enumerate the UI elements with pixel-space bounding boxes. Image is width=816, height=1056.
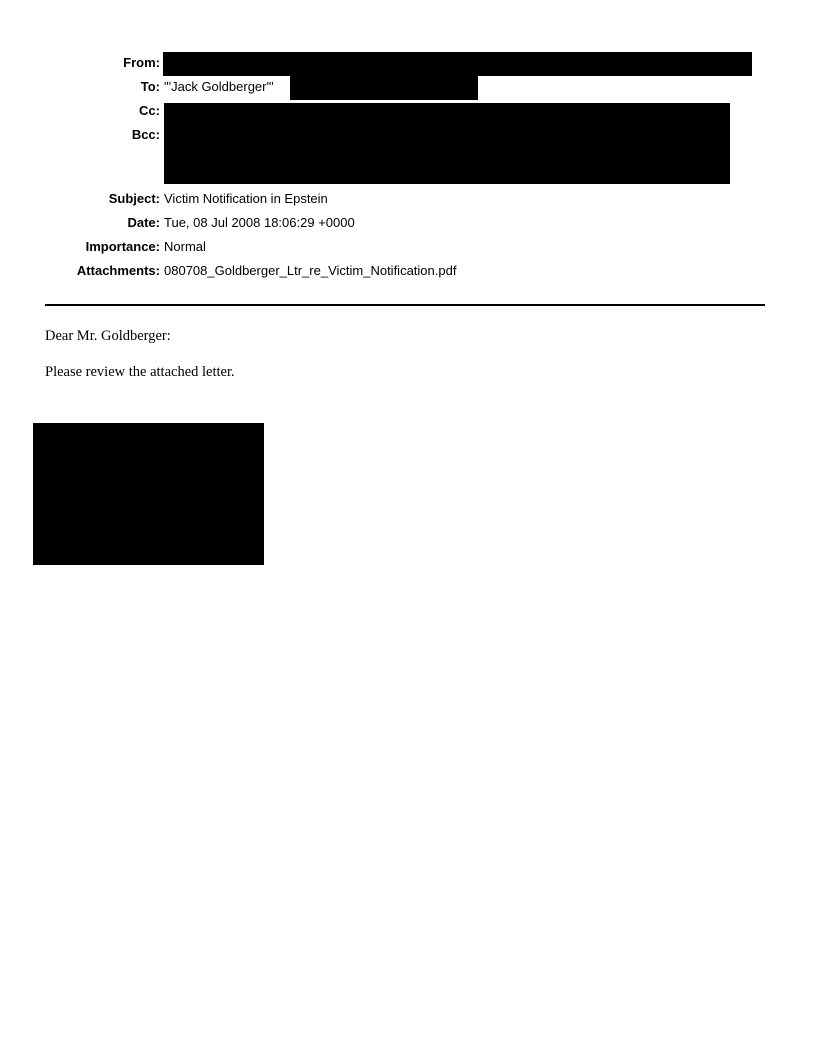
cc-label: Cc: — [139, 103, 160, 118]
header-divider — [45, 304, 765, 306]
to-address-redaction — [290, 76, 478, 100]
to-value: "'Jack Goldberger'" — [164, 79, 274, 94]
to-label: To: — [140, 79, 160, 94]
signature-redaction — [33, 423, 264, 565]
message-text: Please review the attached letter. — [45, 364, 235, 380]
bcc-label: Bcc: — [131, 127, 160, 142]
attachment-link[interactable]: 080708_Goldberger_Ltr_re_Victim_Notification.pdf — [164, 263, 457, 278]
subject-value: Victim Notification in Epstein — [164, 191, 328, 206]
greeting: Dear Mr. Goldberger: — [45, 328, 171, 344]
attachments-label: Attachments: — [76, 263, 160, 278]
date-value: Tue, 08 Jul 2008 18:06:29 +0000 — [164, 215, 355, 230]
subject-label: Subject: — [108, 191, 160, 206]
cc-bcc-redaction — [164, 103, 730, 184]
date-label: Date: — [127, 215, 160, 230]
importance-value: Normal — [164, 239, 206, 254]
from-redaction — [163, 52, 752, 76]
from-label: From: — [123, 55, 160, 70]
importance-label: Importance: — [85, 239, 160, 254]
